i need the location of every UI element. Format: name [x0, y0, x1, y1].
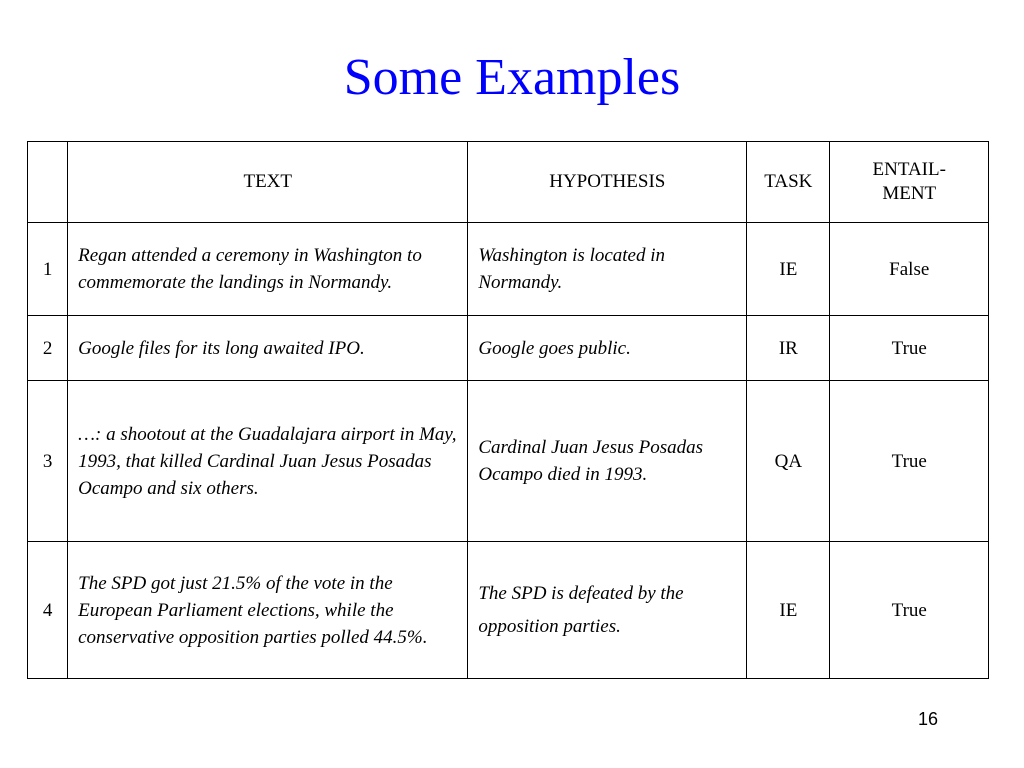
row-entailment: False — [830, 223, 989, 316]
row-hypothesis: Washington is located in Normandy. — [468, 223, 747, 316]
row-task: IE — [747, 542, 830, 679]
table-row — [28, 542, 989, 679]
row-task: QA — [747, 381, 830, 542]
row-hypothesis: Cardinal Juan Jesus Posadas Ocampo died in 1993. — [468, 381, 747, 542]
row-entailment: True — [830, 316, 989, 381]
page-number: 16 — [917, 709, 938, 729]
row-task: IE — [747, 223, 830, 316]
row-entailment: True — [830, 381, 989, 542]
examples-table — [27, 141, 989, 679]
row-hypothesis: The SPD is defeated by the opposition parties. — [468, 542, 747, 679]
row-number: 1 — [28, 223, 68, 316]
table-header-row — [28, 142, 989, 223]
row-number: 3 — [28, 381, 68, 542]
row-hypothesis: Google goes public. — [468, 316, 747, 381]
row-text: …: a shootout at the Guadalajara airport in May, 1993, that killed Cardinal Juan Jesus Posadas Ocampo and six others. — [68, 381, 468, 542]
header-entailment: ENTAIL- MENT — [830, 142, 989, 223]
row-text: Regan attended a ceremony in Washington to commemorate the landings in Normandy. — [68, 223, 468, 316]
row-text: Google files for its long awaited IPO. — [68, 316, 468, 381]
table-row — [28, 316, 989, 381]
slide-title: Some Examples — [343, 49, 681, 106]
row-entailment: True — [830, 542, 989, 679]
header-hypothesis: HYPOTHESIS — [468, 142, 747, 223]
header-text: TEXT — [68, 142, 468, 223]
row-number: 4 — [28, 542, 68, 679]
row-task: IR — [747, 316, 830, 381]
table-row — [28, 381, 989, 542]
header-task: TASK — [747, 142, 830, 223]
header-number — [28, 142, 68, 223]
row-number: 2 — [28, 316, 68, 381]
table-row — [28, 223, 989, 316]
row-text: The SPD got just 21.5% of the vote in the European Parliament elections, while the conservative opposition parties polled 44.5%. — [68, 542, 468, 679]
